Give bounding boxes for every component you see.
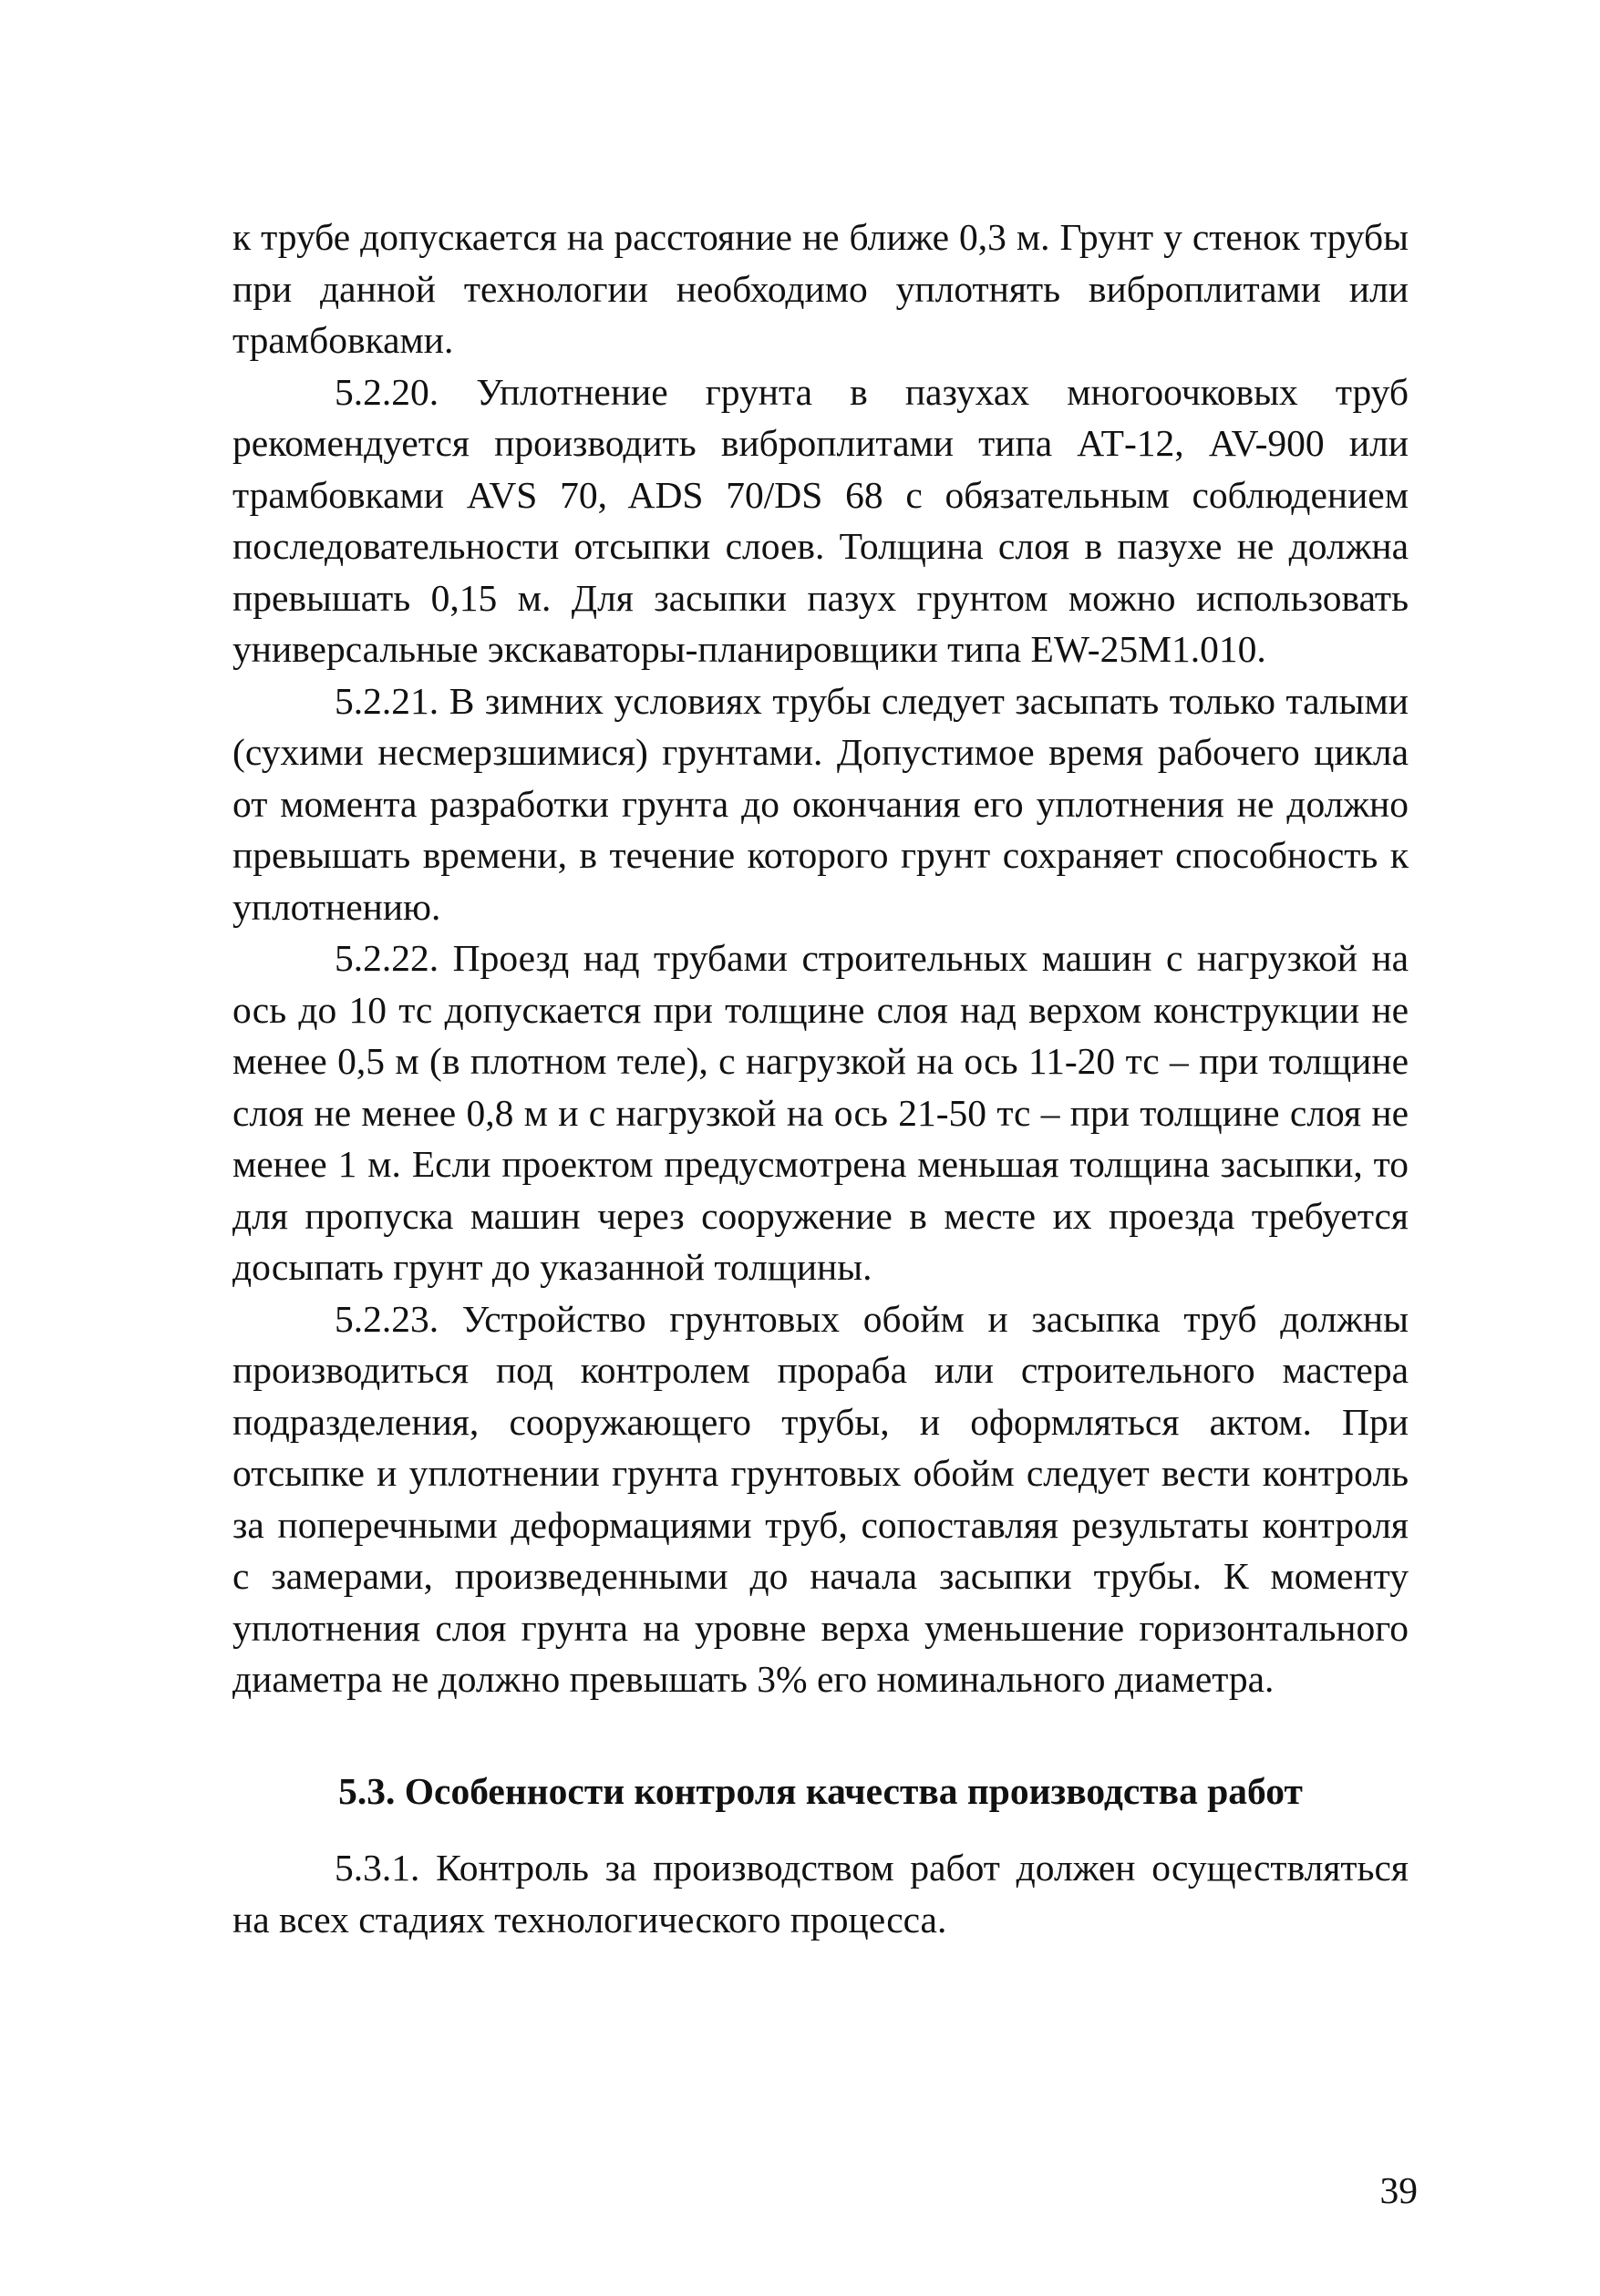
document-page bbox=[232, 211, 1409, 1945]
paragraph-continuation: к трубе допускается на расстояние не ближе 0,3 м. Грунт у стенок трубы при данной технологии необходимо уплотнять виброплитами или трамбовками. bbox=[232, 216, 1409, 361]
paragraph-5-2-20: 5.2.20. Уплотнение грунта в пазухах многоочковых труб рекомендуется производить виброплитами типа АТ-12, AV-900 или трамбовками AVS 70, ADS 70/DS 68 с обязательным соблюдением последовательности отсыпки слоев. Толщина слоя в пазухе не должна превышать 0,15 м. Для засыпки пазух грунтом можно использовать универсальные экскаваторы-планировщики типа EW-25M1.010. bbox=[232, 370, 1409, 670]
paragraph-5-2-21: 5.2.21. В зимних условиях трубы следует засыпать только талыми (сухими несмерзшимися) грунтами. Допустимое время рабочего цикла от момента разработки грунта до окончания его уплотнения не должно превышать времени, в течение которого грунт сохраняет способность к уплотнению. bbox=[232, 679, 1409, 928]
paragraph-5-2-22: 5.2.22. Проезд над трубами строительных машин с нагрузкой на ось до 10 тс допускается при толщине слоя над верхом конструкции не менее 0,5 м (в плотном теле), с нагрузкой на ось 11-20 тс – при толщине слоя не менее 0,8 м и с нагрузкой на ось 21-50 тс – при толщине слоя не менее 1 м. Если проектом предусмотрена меньшая толщина засыпки, то для пропуска машин через сооружение в месте их проезда требуется досыпать грунт до указанной толщины. bbox=[232, 937, 1409, 1288]
section-heading-5-3: 5.3. Особенности контроля качества производства работ bbox=[338, 1769, 1303, 1812]
paragraph-5-2-23: 5.2.23. Устройство грунтовых обойм и засыпка труб должны производиться под контролем прораба или строительного мастера подразделения, сооружающего трубы, и оформляться актом. При отсыпке и уплотнении грунта грунтовых обойм следует вести контроль за поперечными деформациями труб, сопоставляя результаты контроля с замерами, произведенными до начала засыпки трубы. К моменту уплотнения слоя грунта на уровне верха уменьшение горизонтального диаметра не должно превышать 3% его номинального диаметра. bbox=[232, 1297, 1409, 1700]
page-number: 39 bbox=[1379, 2169, 1418, 2211]
paragraph-5-3-1: 5.3.1. Контроль за производством работ должен осуществляться на всех стадиях технологического процесса. bbox=[232, 1847, 1409, 1941]
